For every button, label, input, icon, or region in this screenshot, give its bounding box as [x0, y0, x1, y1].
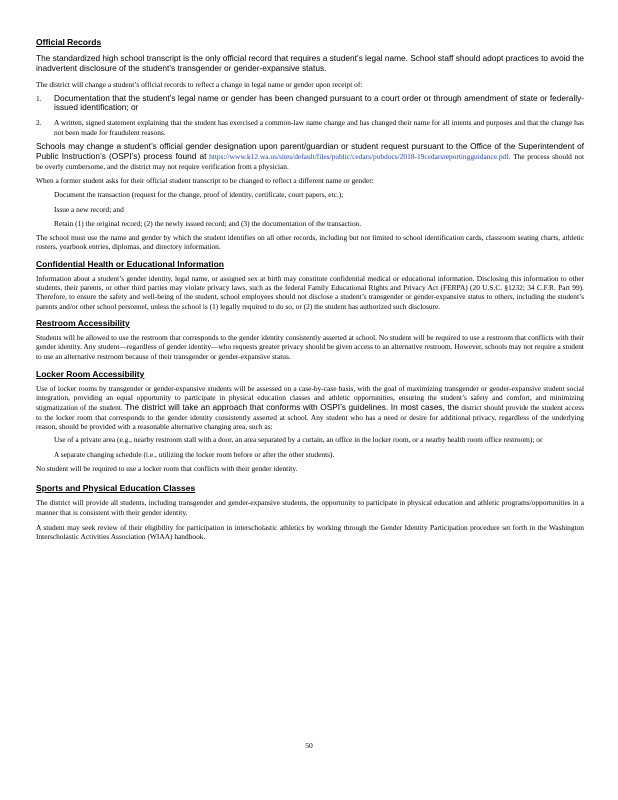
locker-bullet-1: Use of a private area (e.g., nearby restroom stall with a door, an area separated by a curtain, an office in the locker room, or a nearby health room office restroom); or: [36, 435, 584, 444]
official-records-paragraph-3: Schools may change a student’s official gender designation upon parent/guardian or student request pursuant to the Office of the Superintendent of Public Instruction’s (OSPI’s) process found at https://www.k12.wa.us/sites/default/files/public/cedars/pubdocs/2018-19cedarsreportingguidance.pdf. The process should not be overly cumbersome, and the district may not require verification from a physician.: [36, 141, 584, 171]
official-records-paragraph-2: The district will change a student’s official records to reflect a change in legal name or gender upon receipt of:: [36, 79, 363, 89]
sports-paragraph-2: A student may seek review of their eligibility for participation in interscholastic athletics by working through the Gender Identity Participation procedure set forth in the Washington Interscholastic Activities Association (WIAA) handbook.: [36, 522, 584, 542]
official-records-paragraph-1: The standardized high school transcript is the only official record that requires a student’s legal name. School staff should adopt practices to avoid the inadvertent disclosure of the student’s transgender or gender-expansive status.: [36, 53, 584, 74]
restroom-heading: Restroom Accessibility: [36, 317, 130, 328]
confidential-info-heading: Confidential Health or Educational Information: [36, 258, 224, 269]
official-records-heading: Official Records: [36, 37, 102, 47]
page-number: 50: [305, 741, 313, 750]
ospi-guidance-link[interactable]: https://www.k12.wa.us/sites/default/files/public/cedars/pubdocs/2018-19cedarsreportingguidance.pdf: [209, 152, 509, 162]
sports-heading: Sports and Physical Education Classes: [36, 483, 196, 494]
bullet-icon: [36, 205, 54, 214]
transcript-bullet-3: Retain (1) the original record; (2) the newly issued record; and (3) the documentation of the transaction.: [36, 219, 584, 228]
locker-bullet-2: A separate changing schedule (i.e., utilizing the locker room before or after the other students).: [36, 450, 584, 459]
sports-paragraph-1: The district will provide all students, including transgender and gender-expansive students, the opportunity to participate in physical education and athletic programs/opportunities in a manner that is consistent with their gender identity.: [36, 498, 584, 517]
document-page: [36, 36, 584, 541]
bullet-icon: [36, 190, 54, 199]
official-records-paragraph-5: The school must use the name and gender by which the student identifies on all other records, including but not limited to school identification cards, classroom seating charts, athletic rosters, yearbook entries, diplomas, and directory information.: [36, 233, 584, 252]
bullet-icon: [36, 450, 54, 459]
transcript-bullet-2: Issue a new record; and: [36, 205, 584, 214]
locker-room-heading: Locker Room Accessibility: [36, 368, 145, 379]
confidential-info-paragraph: Information about a student’s gender identity, legal name, or assigned sex at birth may constitute confidential medical or educational information. Disclosing this information to other students, their parents, or other third parties may violate privacy laws, such as the federal Family Educational Rights and Privacy Act (FERPA) (20 U.S.C. §1232; 34 C.F.R. Part 99). Therefore, to ensure the safety and well-being of the student, school employees should not disclose a student’s transgender or gender-expansive status to others, including the student’s parents and/or other school personnel, unless the school is (1) legally required to do so, or (2) the student has authorized such disclosure.: [36, 273, 584, 311]
restroom-paragraph: Students will be allowed to use the restroom that corresponds to the gender identity consistently asserted at school. No student will be required to use a restroom that conflicts with their gender identity. Any student—regardless of gender identity—who requests greater privacy should be given access to an alternative restroom. However, schools may not require a student to use an alternative restroom because of their transgender or gender-expansive status.: [36, 332, 584, 361]
bullet-icon: [36, 219, 54, 228]
transcript-bullet-1: Document the transaction (request for the change, proof of identity, certificate, court papers, etc.);: [36, 190, 584, 199]
locker-room-paragraph-1: Use of locker rooms by transgender or gender-expansive students will be assessed on a case-by-case basis, with the goal of maximizing transgender or gender-expansive student social integration, providing an equal opportunity to participate in physical education classes and athletic opportunities, ensuring the student’s safety and comfort, and minimizing stigmatization of the student. The district will take an approach that conforms with OSPI’s guidelines. In most cases, the district should provide the student access to the locker room that corresponds to the gender identity consistently asserted at school. Any student who has a need or desire for additional privacy, regardless of the underlying reason, should be provided with a reasonable alternative changing area, such as:: [36, 383, 584, 432]
numbered-item-1: 1. Documentation that the student’s legal name or gender has been changed pursuant to a court order or through amendment of state or federally-issued identification; or: [36, 92, 584, 113]
bullet-icon: [36, 435, 54, 444]
numbered-item-2: 2. A written, signed statement explaining that the student has exercised a common-law name change and has changed their name for all intents and purposes and that the change has not been made for fraudulent reasons.: [36, 118, 584, 137]
official-records-paragraph-4: When a former student asks for their official student transcript to be changed to reflect a different name or gender:: [36, 175, 374, 185]
locker-room-paragraph-2: No student will be required to use a locker room that conflicts with their gender identity.: [36, 463, 298, 473]
